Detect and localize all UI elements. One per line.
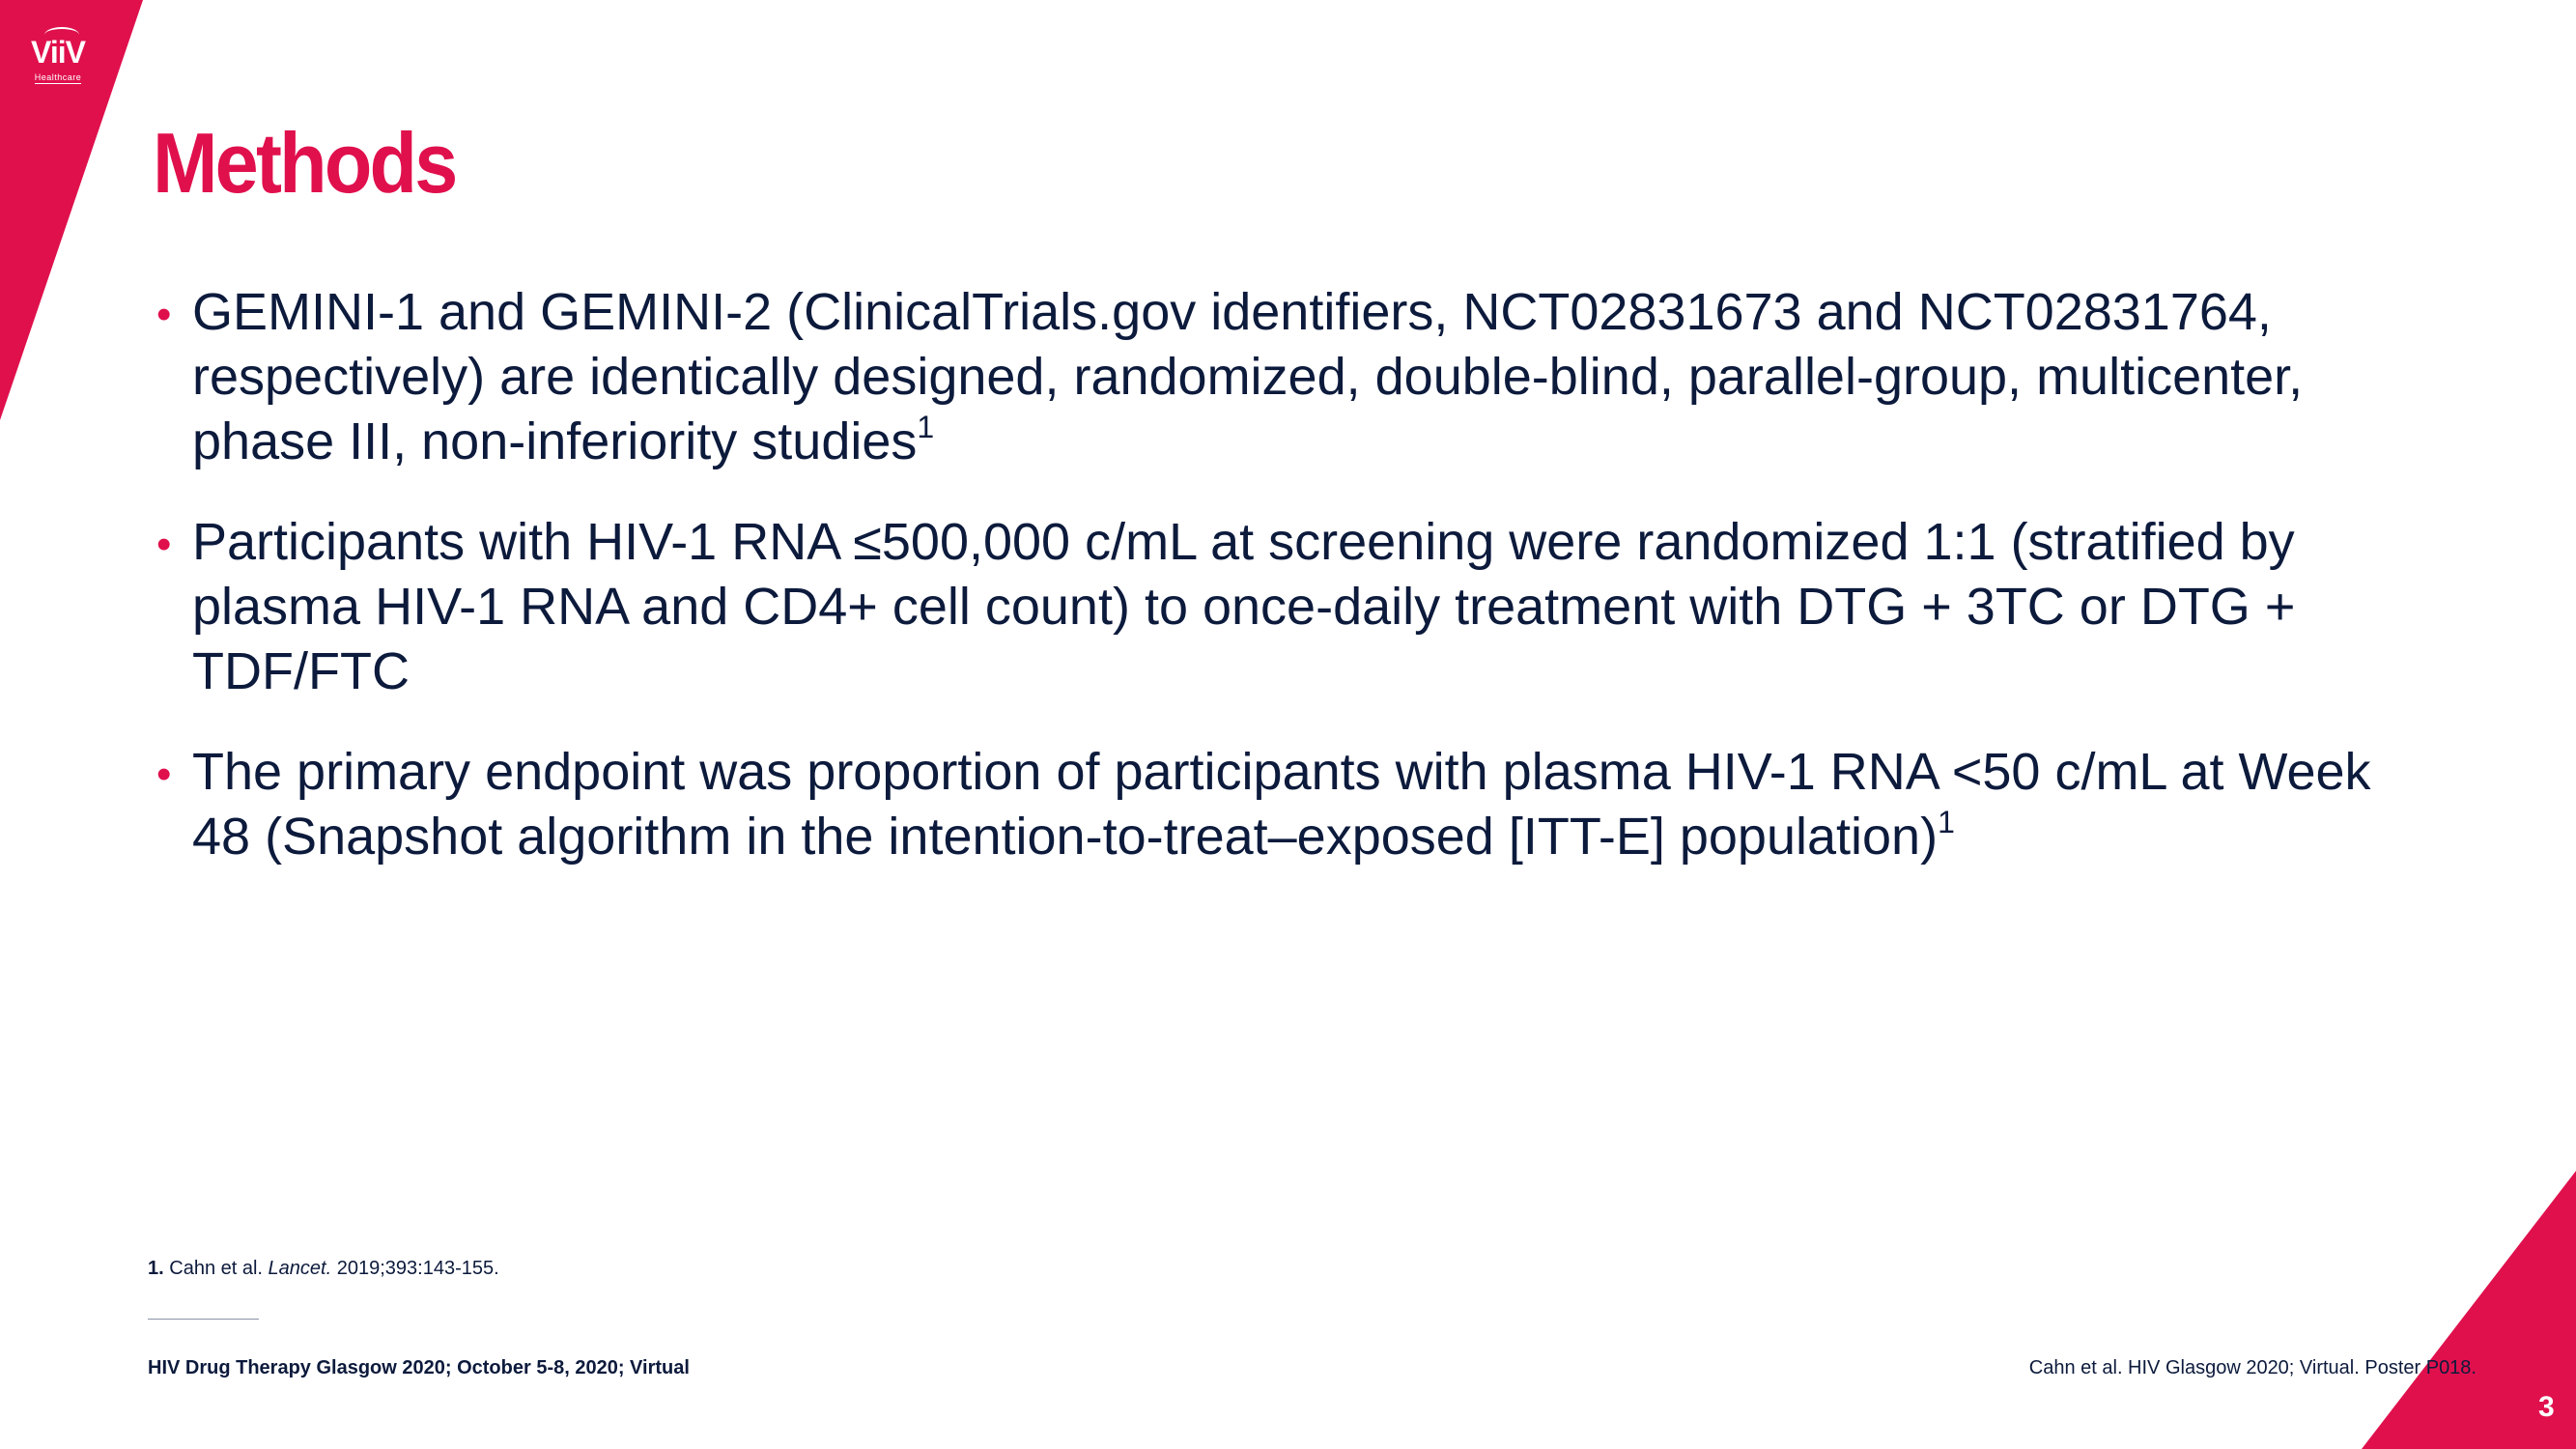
bullet-list — [155, 280, 2405, 905]
bullet-dot-icon: • — [156, 751, 172, 798]
reference-superscript: 1 — [917, 410, 935, 444]
citation-footer: Cahn et al. HIV Glasgow 2020; Virtual. Poster P018. — [2028, 1357, 2477, 1378]
footnote — [148, 1258, 499, 1280]
bullet-text: Participants with HIV-1 RNA ≤500,000 c/mL at screening were randomized 1:1 (stratified by plasma HIV-1 RNA and CD4+ cell count) to once-daily treatment with DTG + 3TC or DTG + TDF/FTC — [192, 513, 2296, 700]
footnote-authors: Cahn et al. — [169, 1258, 263, 1279]
bullet-text: GEMINI-1 and GEMINI-2 (ClinicalTrials.gov identifiers, NCT02831673 and NCT02831764, respectively) are identically designed, randomized, double-blind, parallel-group, multicenter, phase III, non-inferiority studies — [192, 283, 2304, 470]
logo-arc-icon — [44, 27, 79, 43]
logo-subtext: Healthcare — [34, 72, 82, 82]
page-title: Methods — [153, 115, 456, 211]
reference-superscript: 1 — [1938, 805, 1955, 839]
bullet-dot-icon: • — [156, 291, 172, 338]
logo-mark: ViiV — [31, 35, 85, 70]
conference-footer: HIV Drug Therapy Glasgow 2020; October 5-8, 2020; Virtual — [148, 1357, 690, 1378]
footnote-number: 1. — [148, 1258, 164, 1279]
footnote-journal: Lancet. — [268, 1258, 332, 1279]
footnote-divider — [148, 1319, 259, 1320]
bullet-dot-icon: • — [156, 521, 172, 568]
viiv-logo — [27, 27, 89, 85]
bullet-text: The primary endpoint was proportion of participants with plasma HIV-1 RNA <50 c/mL at Week 48 (Snapshot algorithm in the intention-to-treat–exposed [ITT-E] population) — [192, 743, 2371, 866]
bullet-item — [155, 510, 2405, 704]
footnote-details: 2019;393:143-155. — [336, 1258, 499, 1279]
page-number: 3 — [2538, 1391, 2555, 1423]
bullet-item — [155, 740, 2405, 869]
bullet-item — [155, 280, 2405, 474]
